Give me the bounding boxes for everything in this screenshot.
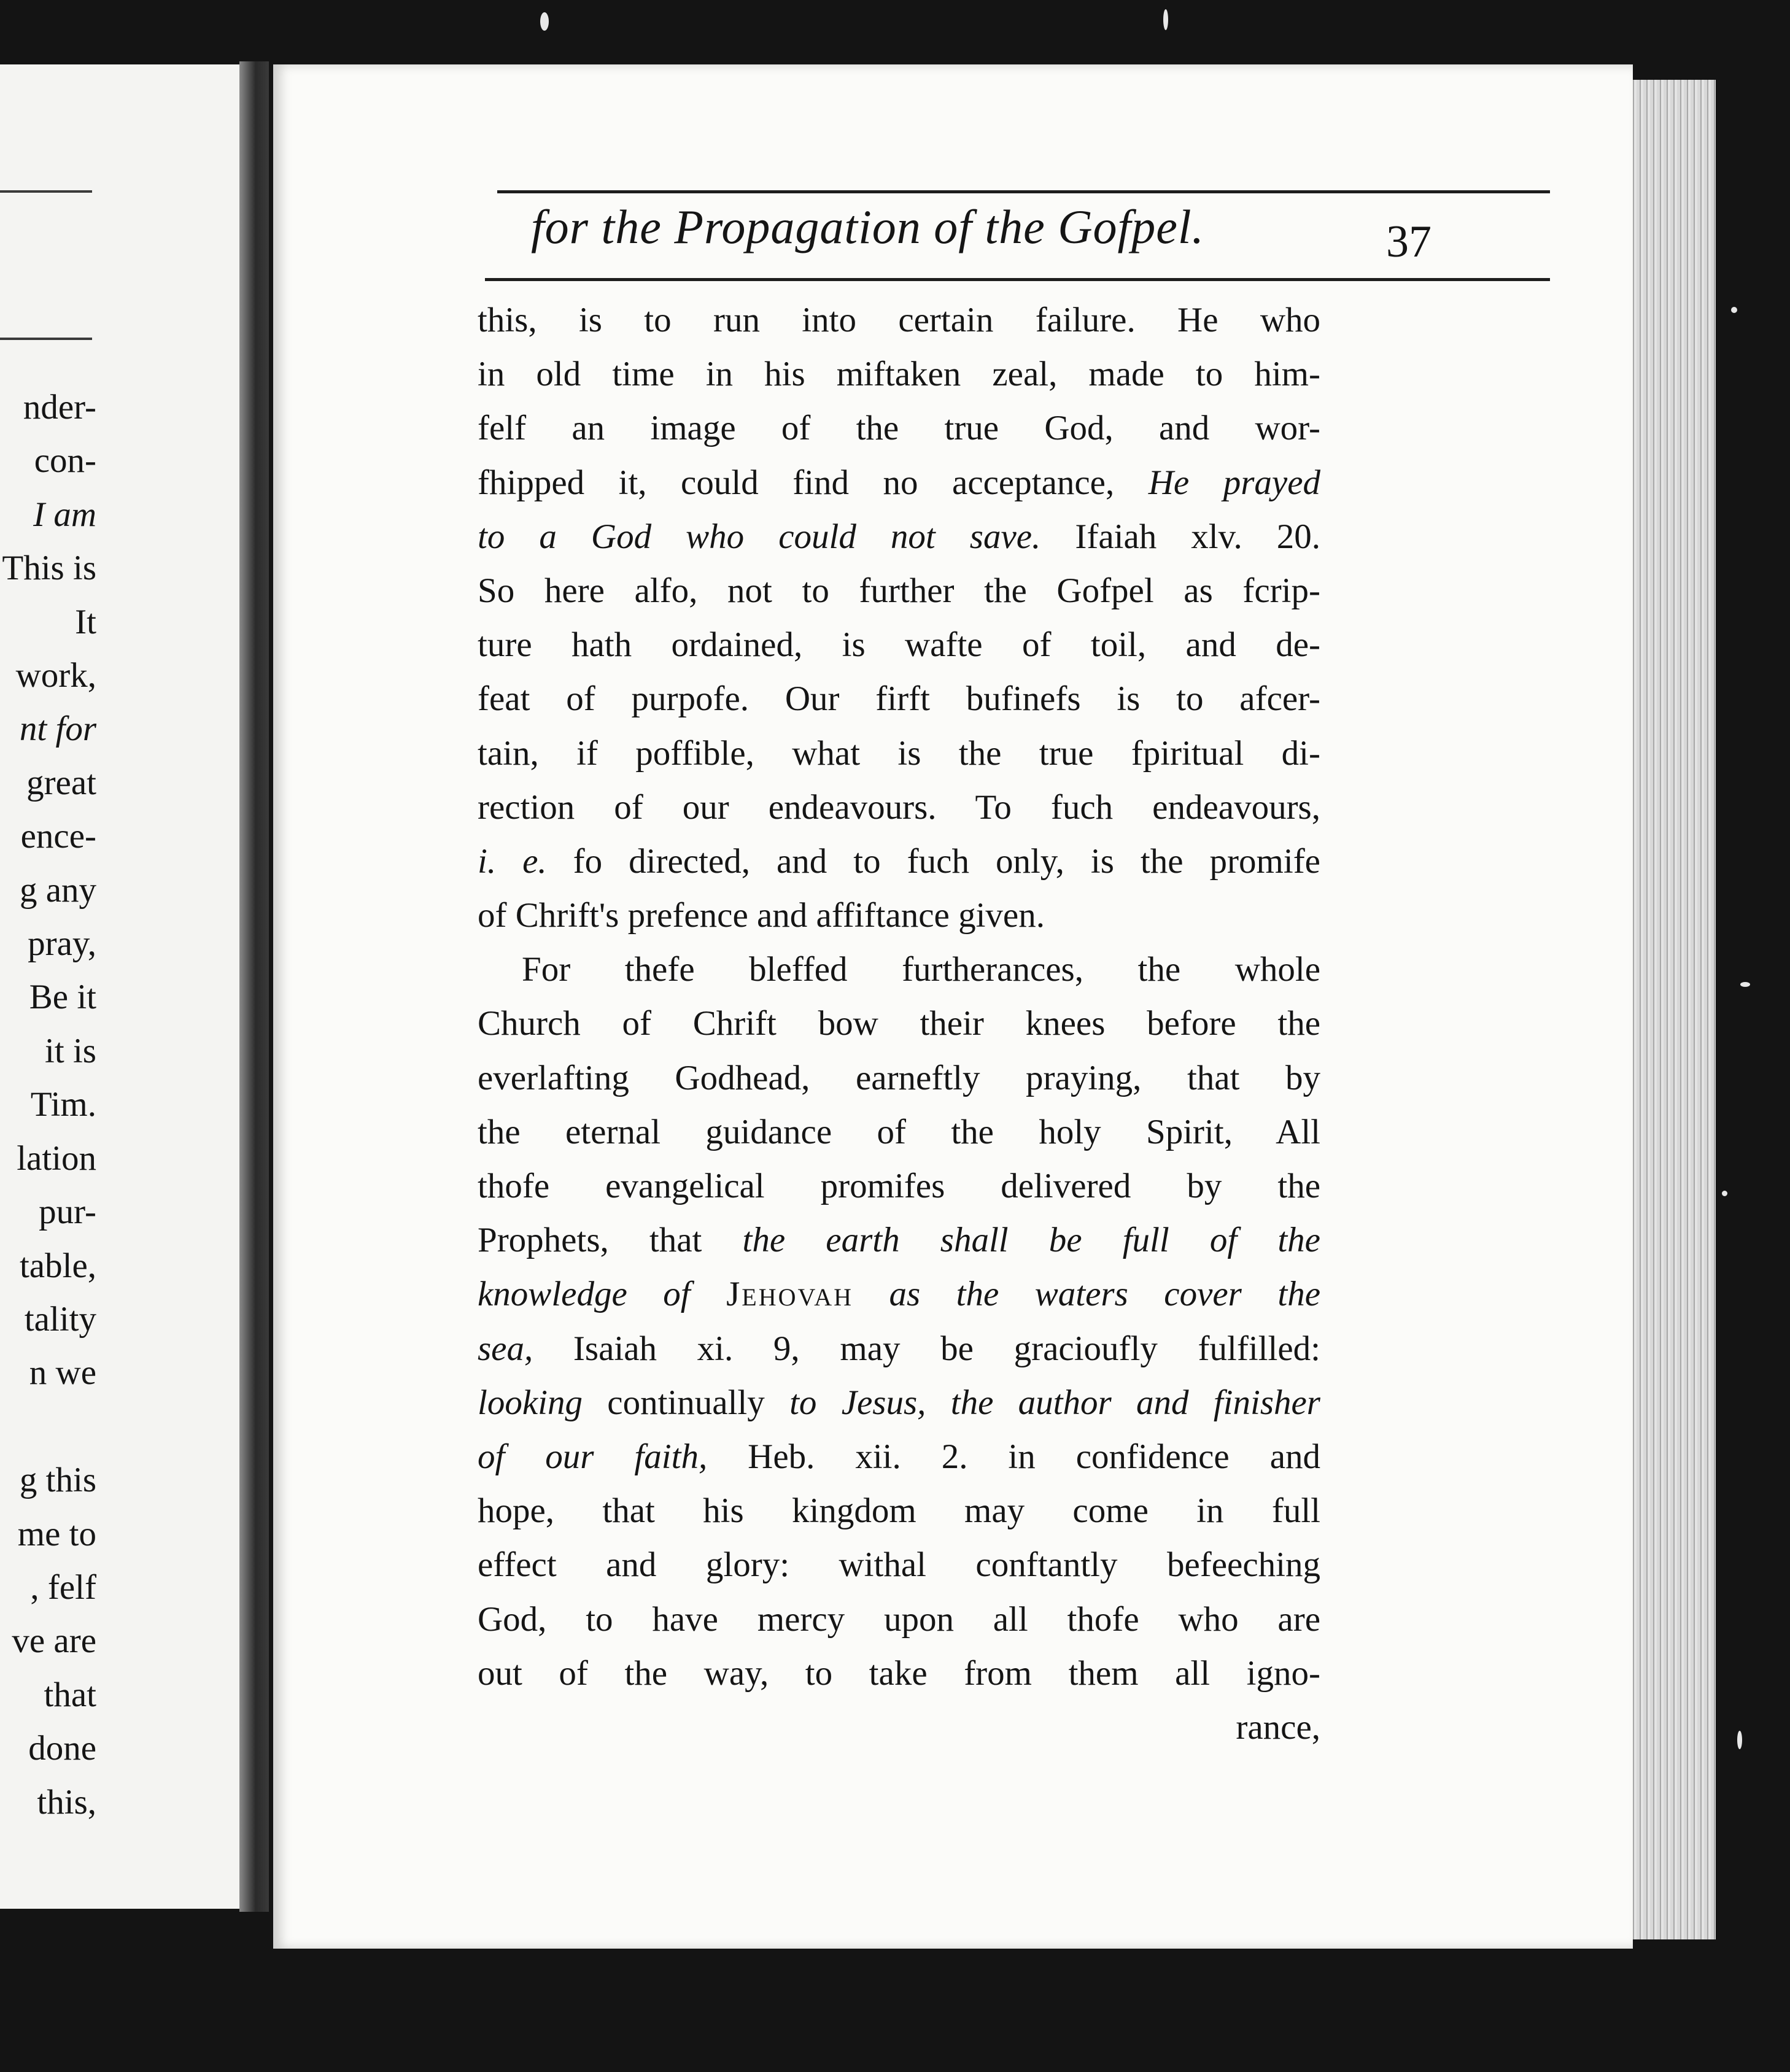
text-line: this, is to run into certain failure. He who <box>478 301 1320 339</box>
text-line: looking continually to Jesus, the author and finisher <box>478 1383 1320 1422</box>
left-line: nt for <box>19 709 96 749</box>
left-line: done <box>28 1729 96 1768</box>
text-line: feat of purpofe. Our firft bufinefs is to afcer- <box>478 679 1320 719</box>
left-facing-page <box>0 64 261 1909</box>
left-line: pur- <box>39 1193 96 1232</box>
text-line: rection of our endeavours. To fuch endeavours, <box>478 787 1320 827</box>
text-line: in old time in his miftaken zeal, made to him- <box>478 355 1320 394</box>
left-line: it is <box>45 1031 96 1070</box>
text-line: felf an image of the true God, and wor- <box>478 409 1320 448</box>
left-line: I am <box>33 495 96 534</box>
left-page-top-rule <box>0 190 92 193</box>
text-line: Church of Chrift bow their knees before the <box>478 1004 1320 1043</box>
book-gutter <box>239 61 269 1912</box>
left-line: It <box>75 602 96 641</box>
text-line: to a God who could not save. Ifaiah xlv. 20. <box>478 517 1320 556</box>
text-line: God, to have mercy upon all thofe who are <box>478 1599 1320 1639</box>
page-number: 37 <box>1386 217 1432 267</box>
left-page-text <box>0 381 96 1829</box>
text-line: ture hath ordained, is wafte of toil, and de- <box>478 625 1320 665</box>
left-line: con- <box>34 441 96 481</box>
left-line: table, <box>19 1246 96 1285</box>
left-line: this, <box>37 1782 96 1822</box>
text-line: of Chrift's prefence and affiftance given. <box>478 896 1045 935</box>
left-line: Tim. <box>30 1085 96 1124</box>
left-line: pray, <box>28 924 96 964</box>
text-line: thofe evangelical promifes delivered by the <box>478 1167 1320 1205</box>
text-line: everlafting Godhead, earneftly praying, that by <box>478 1058 1320 1097</box>
left-line: , felf <box>30 1568 96 1607</box>
text-line: effect and glory: withal conftantly befeeching <box>478 1545 1320 1585</box>
book-fore-edge <box>1630 80 1716 1939</box>
left-line: lation <box>17 1138 96 1178</box>
text-line: knowledge of Jehovah as the waters cover the <box>478 1275 1320 1314</box>
text-line: So here alfo, not to further the Gofpel as fcrip- <box>478 571 1320 610</box>
left-line: me to <box>17 1514 96 1553</box>
text-line: hope, that his kingdom may come in full <box>478 1491 1320 1531</box>
left-line: ence- <box>20 817 96 856</box>
text-line: i. e. fo directed, and to fuch only, is the promife <box>478 841 1320 881</box>
left-line: g any <box>19 870 96 910</box>
text-line: of our faith, Heb. xii. 2. in confidence and <box>478 1437 1320 1476</box>
catchword: rance, <box>1236 1707 1320 1747</box>
left-line: n we <box>29 1353 96 1393</box>
left-line <box>0 1400 96 1453</box>
left-line: nder- <box>23 388 96 427</box>
left-line: work, <box>15 656 96 695</box>
left-line: great <box>26 763 96 802</box>
running-head: for the Propagation of the Gofpel. <box>531 200 1205 253</box>
left-line: tality <box>24 1299 96 1339</box>
left-line: ve are <box>12 1622 96 1661</box>
text-line: the eternal guidance of the holy Spirit, All <box>478 1112 1320 1151</box>
speck <box>1731 307 1737 313</box>
speck <box>1740 982 1750 987</box>
head-rule <box>485 278 1550 281</box>
body-text <box>478 293 1320 1755</box>
text-line: out of the way, to take from them all igno- <box>478 1653 1320 1693</box>
left-line: Be it <box>29 978 96 1017</box>
text-line: sea, Isaiah xi. 9, may be gracioufly fulfilled: <box>478 1329 1320 1368</box>
left-page-head-rule <box>0 338 92 340</box>
text-line: For thefe bleffed furtherances, the whole <box>522 950 1320 989</box>
text-line: Prophets, that the earth shall be full of the <box>478 1221 1320 1260</box>
speck <box>1722 1191 1727 1196</box>
speck <box>1737 1731 1742 1749</box>
speck <box>540 12 549 31</box>
speck <box>1163 9 1168 30</box>
top-rule <box>497 190 1550 193</box>
left-line: g this <box>19 1461 96 1500</box>
left-line: This is <box>2 549 96 588</box>
text-line: tain, if poffible, what is the true fpiritual di- <box>478 733 1320 773</box>
left-line: that <box>44 1675 96 1714</box>
text-line: fhipped it, could find no acceptance, He prayed <box>478 463 1320 502</box>
